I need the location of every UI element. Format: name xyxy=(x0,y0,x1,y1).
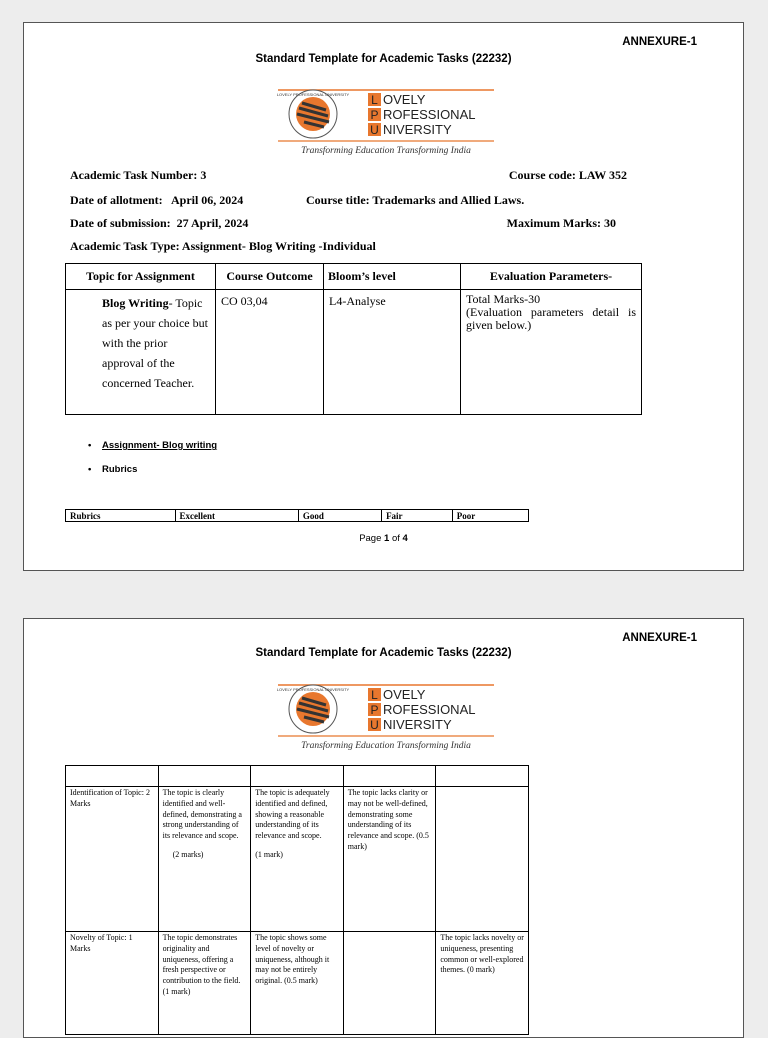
evaluation-note: (Evaluation parameters detail is given below.) xyxy=(466,305,636,333)
logo-word-professional: ROFESSIONAL xyxy=(383,702,476,717)
header-blooms-level: Bloom’s level xyxy=(324,264,461,290)
bullet-rubrics-text: Rubrics xyxy=(102,464,138,475)
annexure-label: ANNEXURE-1 xyxy=(622,632,697,644)
rubric-row-novelty xyxy=(66,932,529,1035)
course-code: Course code: LAW 352 xyxy=(508,168,627,182)
maximum-marks: Maximum Marks: 30 xyxy=(506,216,616,230)
logo-letter-l: L xyxy=(371,688,378,702)
logo-letter-l: L xyxy=(371,93,378,107)
assignment-table xyxy=(65,263,642,415)
seal-text: LOVELY PROFESSIONAL UNIVERSITY xyxy=(276,687,350,692)
topic-bold: Blog Writing xyxy=(102,296,169,310)
logo-word-lovely: OVELY xyxy=(383,687,426,702)
rubric-criterion: Novelty of Topic: 1 Marks xyxy=(66,932,159,1035)
rubric-fair-cell: The topic lacks clarity or may not be well-defined, demonstrating some understanding of its relevance and scope. (0.5 mark) xyxy=(343,787,436,932)
course-outcome-cell: CO 03,04 xyxy=(216,290,324,415)
rubric-criterion: Identification of Topic: 2 Marks xyxy=(66,787,159,932)
standard-template-title: Standard Template for Academic Tasks (22232) xyxy=(255,53,512,65)
logo-letter-p: P xyxy=(370,703,379,717)
rubric-col-poor: Poor xyxy=(452,510,528,522)
topic-cell xyxy=(66,290,216,415)
rubric-excellent-cell: The topic demonstrates originality and uniqueness, offering a fresh perspective or contribution to the field. (1 mark) xyxy=(158,932,251,1035)
logo-tagline: Transforming Education Transforming India xyxy=(301,146,471,156)
logo-letter-p: P xyxy=(370,108,379,122)
rubric-col-fair: Fair xyxy=(382,510,453,522)
rubric-col-good: Good xyxy=(298,510,381,522)
rubric-excellent-cell: The topic is clearly identified and well-defined, demonstrating a strong understanding of its relevance and scope. (2 marks) xyxy=(158,787,251,932)
rubric-fair-cell xyxy=(343,932,436,1035)
page-number: Page 1 of 4 xyxy=(359,533,408,544)
logo-word-university: NIVERSITY xyxy=(383,717,452,732)
course-title: Course title: Trademarks and Allied Laws. xyxy=(306,193,525,207)
logo-word-university: NIVERSITY xyxy=(383,122,452,137)
document-page-1 xyxy=(23,22,744,571)
header-topic: Topic for Assignment xyxy=(66,264,216,290)
seal-text: LOVELY PROFESSIONAL UNIVERSITY xyxy=(276,92,350,97)
rubric-poor-cell xyxy=(436,787,529,932)
header-evaluation-parameters: Evaluation Parameters- xyxy=(461,264,642,290)
bullet-assignment-text: Assignment- Blog writing xyxy=(102,440,218,451)
bullet-rubrics: • Rubrics xyxy=(88,464,138,475)
date-of-allotment: Date of allotment: April 06, 2024 xyxy=(70,193,244,207)
logo-letter-u: U xyxy=(370,123,379,137)
document-page-2 xyxy=(23,618,744,1038)
evaluation-cell xyxy=(461,290,642,415)
date-of-submission: Date of submission: 27 April, 2024 xyxy=(70,216,249,230)
rubric-good-cell: The topic shows some level of novelty or uniqueness, although it may not be entirely original. (0.5 mark) xyxy=(251,932,344,1035)
evaluation-total-marks: Total Marks-30 xyxy=(466,292,541,306)
rubrics-table-empty-row xyxy=(66,766,529,787)
academic-task-number: Academic Task Number: 3 xyxy=(70,168,207,182)
rubrics-table xyxy=(65,765,529,1035)
assignment-table-row xyxy=(66,290,642,415)
header-course-outcome: Course Outcome xyxy=(216,264,324,290)
academic-task-type: Academic Task Type: Assignment- Blog Writing -Individual xyxy=(70,239,376,253)
standard-template-title: Standard Template for Academic Tasks (22232) xyxy=(255,647,512,659)
rubrics-header-table xyxy=(65,509,529,522)
annexure-label: ANNEXURE-1 xyxy=(622,36,697,48)
logo-word-professional: ROFESSIONAL xyxy=(383,107,476,122)
topic-text: - Topic as per your choice but with the prior approval of the concerned Teacher. xyxy=(102,296,208,390)
bullet-assignment: • Assignment- Blog writing xyxy=(88,440,218,451)
rubric-poor-cell: The topic lacks novelty or uniqueness, presenting common or well-explored themes. (0 mark) xyxy=(436,932,529,1035)
logo-tagline: Transforming Education Transforming India xyxy=(301,741,471,751)
rubric-col-excellent: Excellent xyxy=(175,510,298,522)
rubric-col-rubrics: Rubrics xyxy=(66,510,176,522)
blooms-level-cell: L4-Analyse xyxy=(324,290,461,415)
lpu-logo xyxy=(276,86,498,156)
rubric-row-identification xyxy=(66,787,529,932)
logo-letter-u: U xyxy=(370,718,379,732)
assignment-table-header xyxy=(66,264,642,290)
rubric-good-cell: The topic is adequately identified and defined, showing a reasonable understanding of its relevance and scope. (1 mark) xyxy=(251,787,344,932)
lpu-logo xyxy=(276,681,498,751)
logo-word-lovely: OVELY xyxy=(383,92,426,107)
